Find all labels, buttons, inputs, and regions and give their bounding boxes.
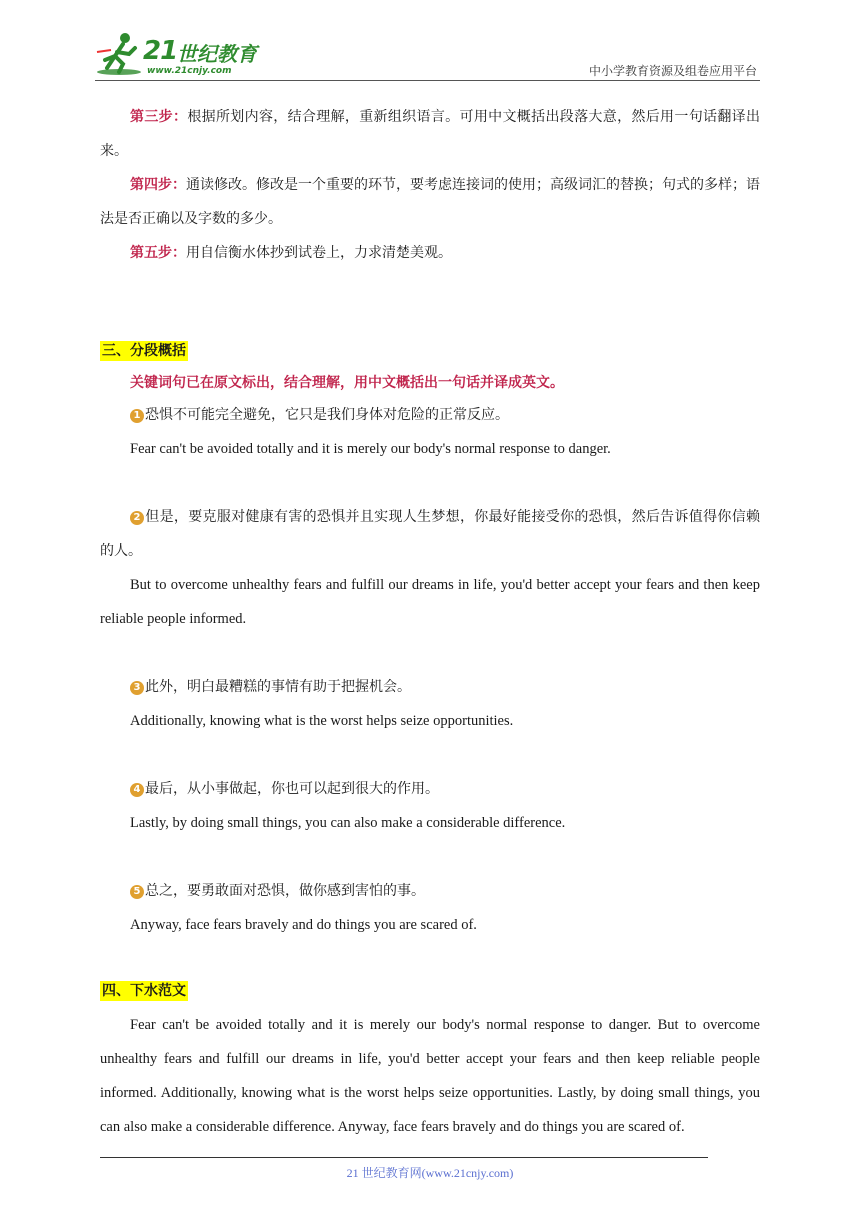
number-badge: 3 — [130, 681, 144, 695]
spacer — [100, 466, 760, 500]
section-3-title: 三、分段概括 — [102, 343, 186, 359]
keynote-text: 关键词句已在原文标出，结合理解，用中文概括出一句话并译成英文。 — [130, 375, 564, 391]
step-text: 根据所划内容，结合理解，重新组织语言。可用中文概括出段落大意，然后用一句话翻译出来。 — [100, 109, 761, 159]
number-badge: 5 — [130, 885, 144, 899]
step-5 — [100, 236, 760, 270]
section-4-heading — [100, 974, 760, 1008]
spacer — [100, 738, 760, 772]
step-label: 第四步： — [130, 177, 186, 193]
site-logo[interactable] — [95, 30, 265, 78]
logo-number: 21 — [143, 36, 178, 66]
summary-4-en: Lastly, by doing small things, you can also make a considerable difference. — [130, 815, 566, 831]
summary-2-en: But to overcome unhealthy fears and fulfill our dreams in life, you'd better accept your fears and then keep reliable people informed. — [100, 577, 760, 627]
document-body — [100, 100, 760, 1144]
summary-cn-text: 恐惧不可能完全避免，它只是我们身体对危险的正常反应。 — [145, 407, 509, 423]
logo-url: www.21cnjy.com — [147, 66, 232, 76]
step-text: 通读修改。修改是一个重要的环节，要考虑连接词的使用；高级词汇的替换；句式的多样；语法是否正确以及字数的多少。 — [100, 177, 760, 227]
page-header — [95, 30, 760, 80]
step-3 — [100, 100, 760, 168]
section-4-title: 四、下水范文 — [102, 983, 186, 999]
section-3-note — [100, 368, 760, 398]
spacer — [100, 840, 760, 874]
summary-1-en: Fear can't be avoided totally and it is merely our body's normal response to danger. — [130, 441, 611, 457]
summary-3-cn — [100, 670, 760, 704]
step-4 — [100, 168, 760, 236]
summary-cn-text: 但是，要克服对健康有害的恐惧并且实现人生梦想，你最好能接受你的恐惧，然后告诉值得你信赖的人。 — [100, 509, 760, 559]
summary-2-cn — [100, 500, 760, 568]
section-3-heading — [100, 334, 760, 368]
summary-4-cn — [100, 772, 760, 806]
spacer — [100, 636, 760, 670]
summary-3-en: Additionally, knowing what is the worst helps seize opportunities. — [130, 713, 514, 729]
platform-name: 中小学教育资源及组卷应用平台 — [588, 64, 757, 78]
logo-text: 世纪教育 — [177, 42, 257, 66]
runner-icon — [95, 32, 145, 76]
number-badge: 2 — [130, 511, 144, 525]
summary-5-cn — [100, 874, 760, 908]
summary-cn-text: 总之，要勇敢面对恐惧，做你感到害怕的事。 — [145, 883, 425, 899]
model-essay: Fear can't be avoided totally and it is merely our body's normal response to danger. But to overcome unhealthy fears and fulfill our dreams in life, you'd better accept your fears and then keep reliable people informed. Additionally, knowing what is the worst helps seize opportunities. Lastly, by doing small things, you can also make a considerable difference. Anyway, face fears bravely and do things you are scared of. — [100, 1017, 760, 1135]
footer-text[interactable]: 21 世纪教育网(www.21cnjy.com) — [346, 1166, 514, 1180]
summary-cn-text: 最后，从小事做起，你也可以起到很大的作用。 — [145, 781, 439, 797]
summary-1-cn — [100, 398, 760, 432]
number-badge: 4 — [130, 783, 144, 797]
step-label: 第三步： — [130, 109, 188, 125]
header-divider — [95, 80, 760, 81]
summary-5-en: Anyway, face fears bravely and do things you are scared of. — [130, 917, 477, 933]
footer-divider — [100, 1157, 708, 1158]
step-label: 第五步： — [130, 245, 186, 261]
step-text: 用自信衡水体抄到试卷上，力求清楚美观。 — [186, 245, 452, 261]
number-badge: 1 — [130, 409, 144, 423]
summary-cn-text: 此外，明白最糟糕的事情有助于把握机会。 — [145, 679, 411, 695]
spacer — [100, 942, 760, 974]
